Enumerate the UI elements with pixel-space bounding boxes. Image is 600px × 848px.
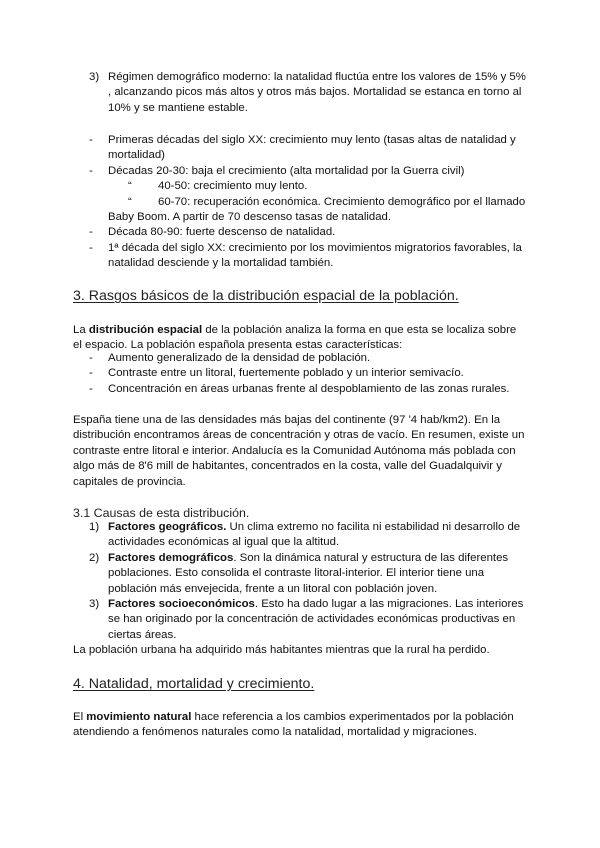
list-item-text: 60-70: recuperación económica. Crecimiento demográfico por el llamado Baby Boom. A partir de 70 descenso tasas de natalidad. <box>108 195 526 224</box>
section-3-intro: La distribución espacial de la población analiza la forma en que esta se localiza sobre el espacio. La población española presenta estas características: <box>73 324 517 352</box>
section-3-heading: 3. Rasgos básicos de la distribución espacial de la población. <box>73 288 459 304</box>
list-item <box>89 164 534 179</box>
ditto-mark: “ <box>128 180 132 193</box>
item-number: 3) <box>89 71 100 83</box>
numbered-item-3 <box>89 70 529 116</box>
list-item-text: Décadas 20-30: baja el crecimiento (alta mortalidad por la Guerra civil) <box>108 164 465 177</box>
list-item-text: Contraste entre un litoral, fuertemente poblado y un interior semivacío. <box>108 367 464 380</box>
list-item-text: Concentración en áreas urbanas frente al despoblamiento de las zonas rurales. <box>108 382 510 395</box>
list-dash: - <box>89 241 93 254</box>
list-item <box>89 179 534 194</box>
list-item <box>89 225 534 240</box>
list-item: 1) Factores geográficos. Un clima extremo no facilita ni estabilidad ni desarrollo de actividades económicas al igual que la altitud. <box>89 521 521 549</box>
decades-list <box>89 133 534 272</box>
bold-term: movimiento natural <box>86 711 192 723</box>
bold-term: Factores socioeconómicos <box>108 598 255 611</box>
item-number: 2) <box>89 551 100 564</box>
bold-term: Factores geográficos. <box>108 521 227 533</box>
item-text: Régimen demográfico moderno: la natalidad fluctúa entre los valores de 15% y 5% , alcanzando picos más altos y otros más bajos. Mortalidad se estanca en torno al 10% y se mantiene estable. <box>108 71 526 114</box>
causes-list <box>89 520 529 643</box>
list-dash: - <box>89 226 93 239</box>
bold-term: Factores demográficos <box>108 551 234 564</box>
section-4-heading: 4. Natalidad, mortalidad y crecimiento. <box>73 676 315 692</box>
list-item-text: Aumento generalizado de la densidad de población. <box>108 352 371 364</box>
bold-term: distribución espacial <box>88 324 203 336</box>
section-4-intro: El movimiento natural hace referencia a los cambios experimentados por la población atendiendo a fenómenos naturales como la natalidad, mortalidad y migraciones. <box>73 711 514 739</box>
list-item: 3) Factores socioeconómicos. Esto ha dado lugar a las migraciones. Las interiores se han originado por la concentración de actividades económicas productivas en ciertas áreas. <box>89 598 524 641</box>
list-item-text: Primeras décadas del siglo XX: crecimiento muy lento (tasas altas de natalidad y mortalidad) <box>108 134 516 162</box>
list-item: - Contraste entre un litoral, fuertemente poblado y un interior semivacío. <box>89 367 464 380</box>
ditto-mark: “ <box>128 195 132 208</box>
list-item-text: Década 80-90: fuerte descenso de natalidad. <box>108 226 336 239</box>
item-number: 3) <box>89 598 100 611</box>
list-item <box>89 195 534 226</box>
item-number: 1) <box>89 521 100 533</box>
list-dash: - <box>89 164 93 177</box>
list-item: 2) Factores demográficos. Son la dinámica natural y estructura de las diferentes poblaciones. Esto consolida el contraste litoral-interior. El interior tiene una población más envejecida, frente a un litoral con población joven. <box>89 551 509 595</box>
list-dash: - <box>89 134 93 146</box>
density-paragraph: España tiene una de las densidades más bajas del continente (97 '4 hab/km2). En la distribución encontramos áreas de concentración y otras de vacío. En resumen, existe un contraste entre litoral e interior. Andalucía es la Comunidad Autónoma más poblada con algo más de 8'6 mill de habitantes, concentrados en la costa, valle del Guadalquivir y capitales de provincia. <box>73 414 525 488</box>
list-item: - Concentración en áreas urbanas frente al despoblamiento de las zonas rurales. <box>89 382 510 395</box>
list-item <box>89 133 534 164</box>
list-item-text: 40-50: crecimiento muy lento. <box>158 180 308 193</box>
list-item-text: 1ª década del siglo XX: crecimiento por los movimientos migratorios favorables, la natalidad desciende y la mortalidad también. <box>108 241 522 270</box>
characteristics-list <box>89 351 529 397</box>
closing-line: La población urbana ha adquirido más habitantes mientras que la rural ha perdido. <box>73 644 490 656</box>
list-item: - Aumento generalizado de la densidad de población. <box>89 352 371 364</box>
section-3-1-heading: 3.1 Causas de esta distribución. <box>73 506 250 520</box>
list-item <box>89 241 534 272</box>
